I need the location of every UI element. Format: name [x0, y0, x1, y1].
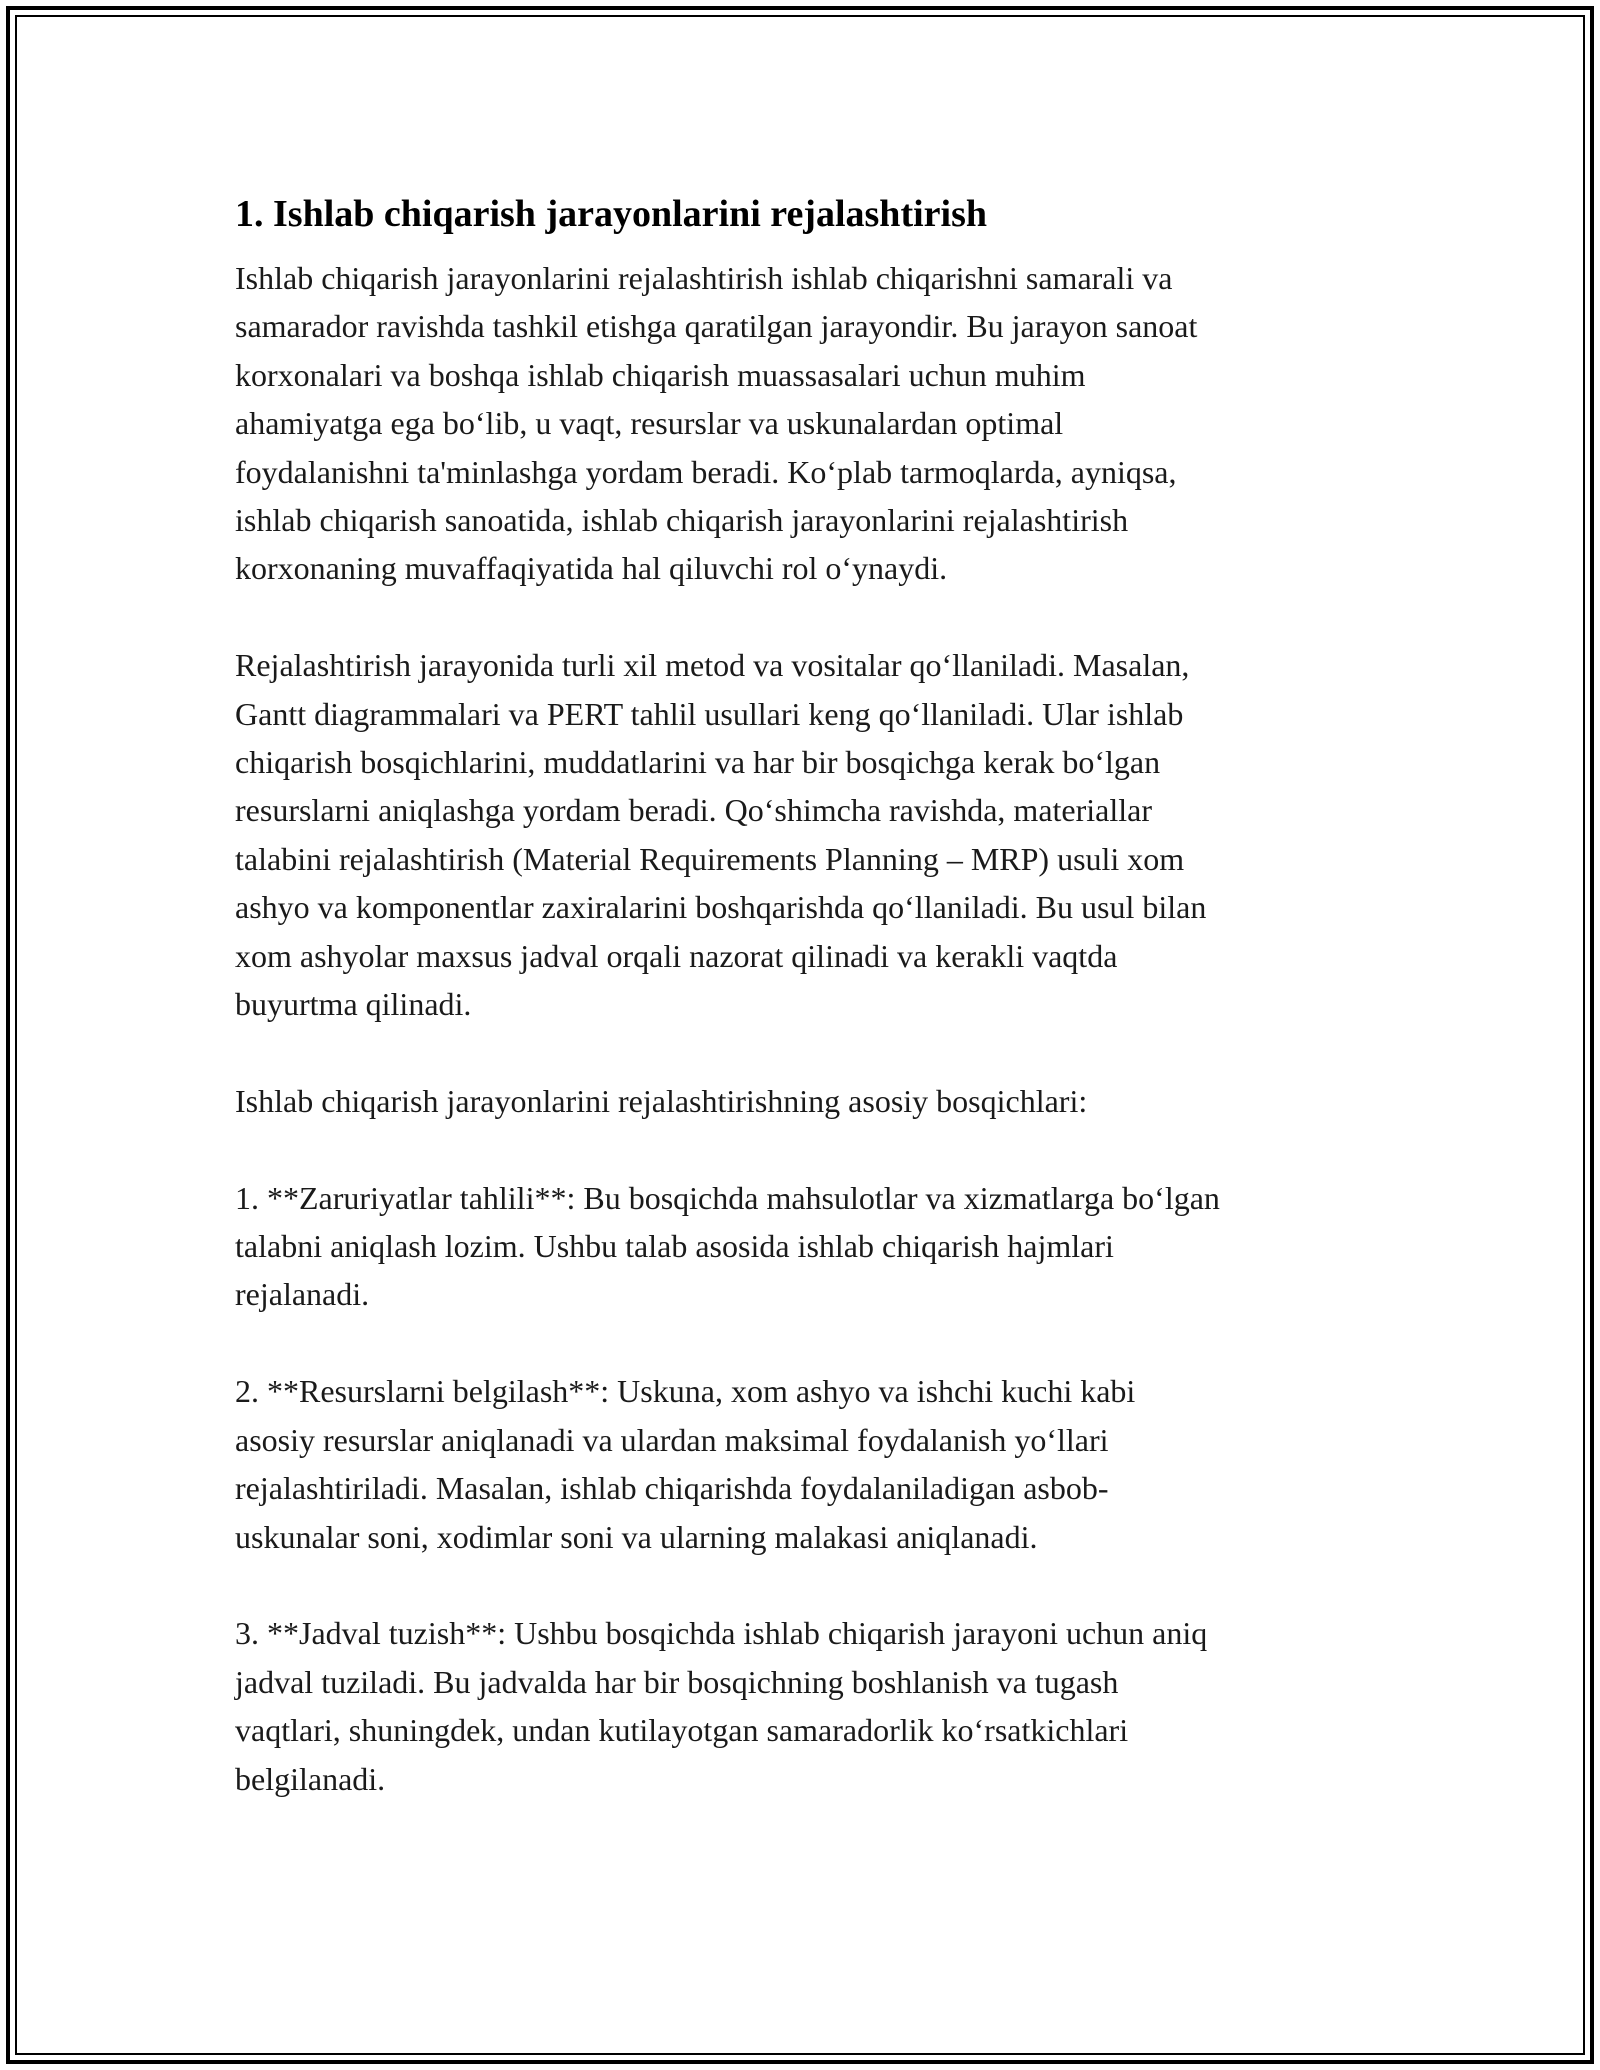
stage-2-paragraph: 2. **Resurslarni belgilash**: Uskuna, xom ashyo va ishchi kuchi kabi asosiy resurslar aniqlanadi va ulardan maksimal foydalanish yo‘llari rejalashtiriladi. Masalan, ishlab chiqarishda foydalaniladigan asbob- uskunalar soni, xodimlar soni va ularning malakasi aniqlanadi. [235, 1373, 1136, 1555]
stages-heading-paragraph: Ishlab chiqarish jarayonlarini rejalashtirishning asosiy bosqichlari: [235, 1082, 1088, 1119]
intro-paragraph: Ishlab chiqarish jarayonlarini rejalashtirish ishlab chiqarishni samarali va samarador ravishda tashkil etishga qaratilgan jarayondir. Bu jarayon sanoat korxonalari va boshqa ishlab chiqarish muassasalari uchun muhim ahamiyatga ega bo‘lib, u vaqt, resurslar va uskunalardan optimal foydalanishni ta'minlashga yordam beradi. Ko‘plab tarmoqlarda, ayniqsa, ishlab chiqarish sanoatida, ishlab chiqarish jarayonlarini rejalashtirish korxonaning muvaffaqiyatida hal qiluvchi rol o‘ynaydi. [235, 260, 1198, 587]
stage-1-paragraph: 1. **Zaruriyatlar tahlili**: Bu bosqichda mahsulotlar va xizmatlarga bo‘lgan talabni aniqlash lozim. Ushbu talab asosida ishlab chiqarish hajmlari rejalanadi. [235, 1179, 1220, 1313]
methods-paragraph: Rejalashtirish jarayonida turli xil metod va vositalar qo‘llaniladi. Masalan, Gantt diagrammalari va PERT tahlil usullari keng qo‘llaniladi. Ular ishlab chiqarish bosqichlarini, muddatlarini va har bir bosqichga kerak bo‘lgan resurslarni aniqlashga yordam beradi. Qo‘shimcha ravishda, materiallar talabini rejalashtirish (Material Requirements Planning – MRP) usuli xom ashyo va komponentlar zaxiralarini boshqarishda qo‘llaniladi. Bu usul bilan xom ashyolar maxsus jadval orqali nazorat qilinadi va kerakli vaqtda buyurtma qilinadi. [235, 647, 1207, 1023]
stage-3-paragraph: 3. **Jadval tuzish**: Ushbu bosqichda ishlab chiqarish jarayoni uchun aniq jadval tuziladi. Bu jadvalda har bir bosqichning boshlanish va tugash vaqtlari, shuningdek, undan kutilayotgan samaradorlik ko‘rsatkichlari belgilanadi. [235, 1615, 1208, 1797]
document-body [235, 186, 1375, 1803]
document-title: 1. Ishlab chiqarish jarayonlarini rejalashtirish [235, 193, 988, 235]
